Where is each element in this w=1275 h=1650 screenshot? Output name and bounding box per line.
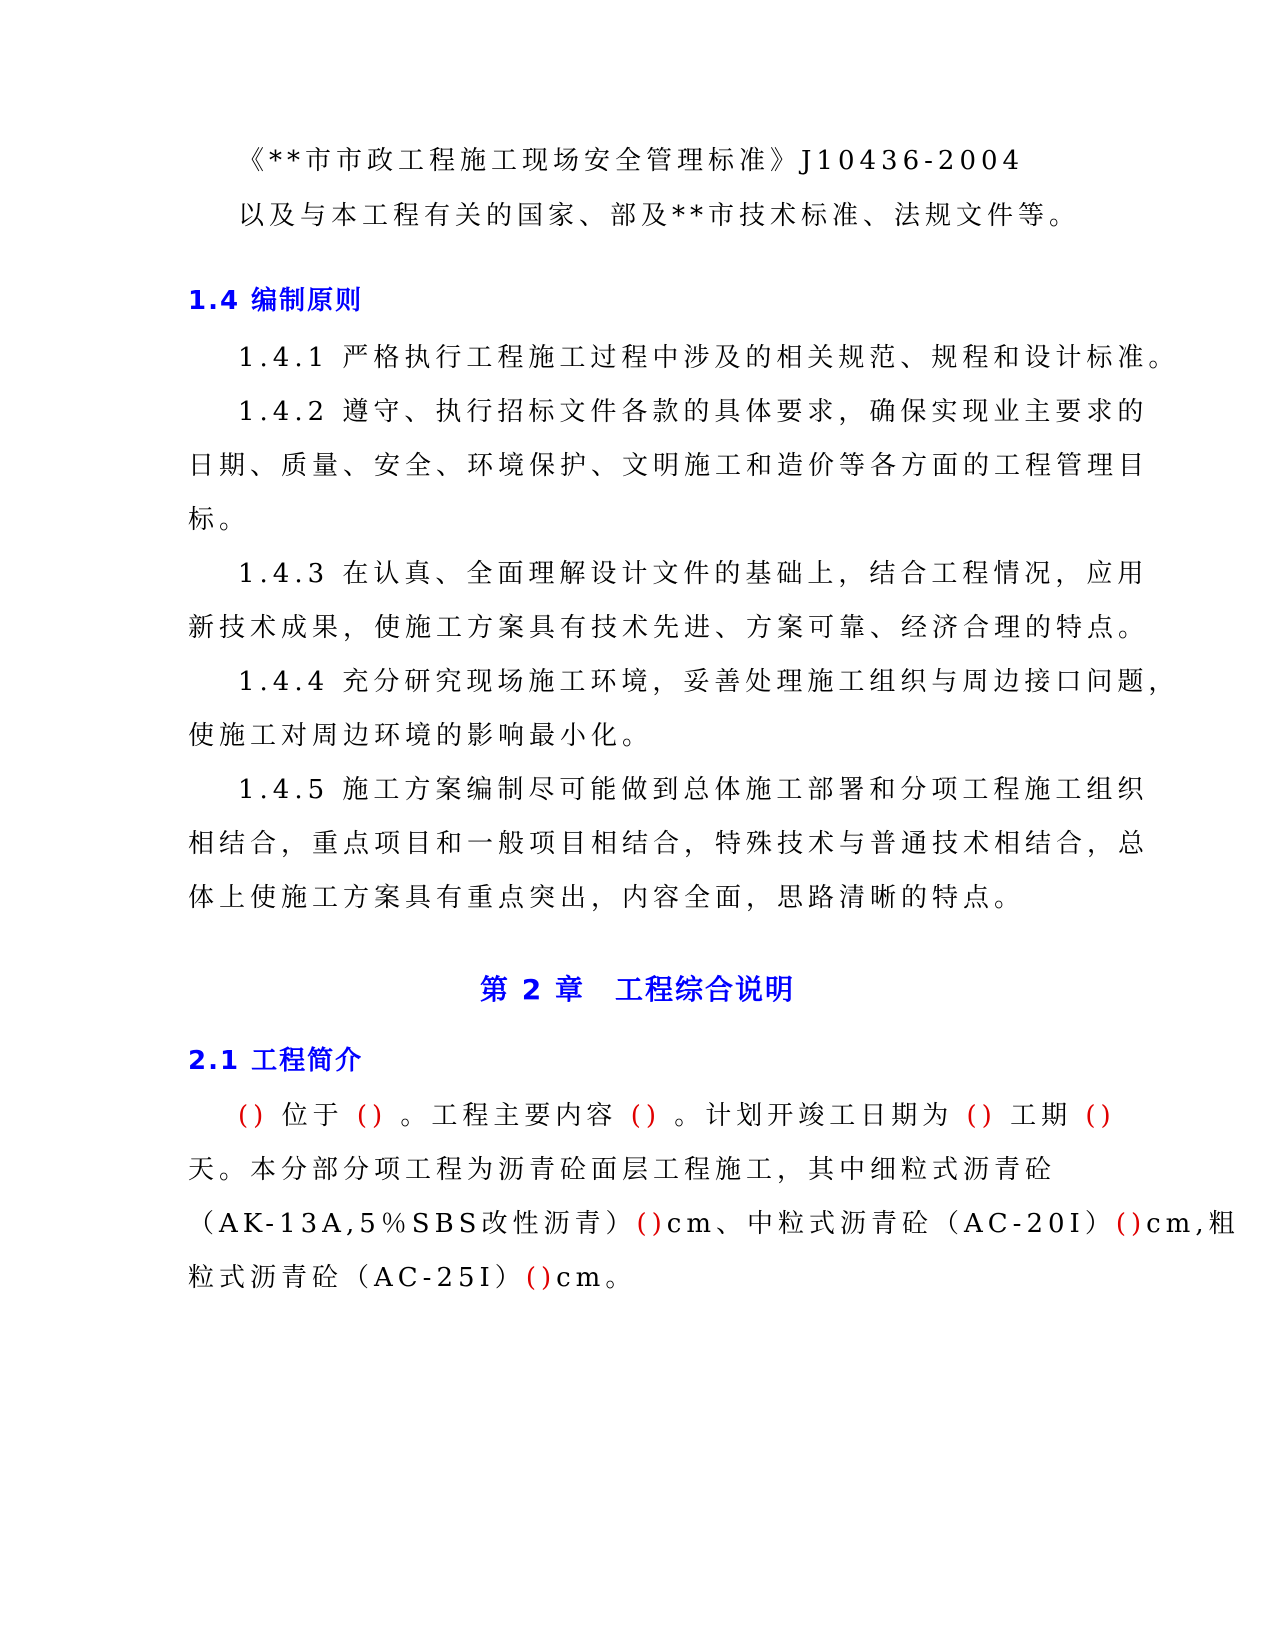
item-1-4-3-line2: 新技术成果，使施工方案具有技术先进、方案可靠、经济合理的特点。 (188, 613, 1150, 643)
overview-text: 。工程主要内容 (400, 1101, 618, 1131)
overview-line3 (188, 1196, 1240, 1252)
section-heading-2-1: 2.1 工程简介 (188, 1046, 364, 1076)
overview-text: cm。 (556, 1263, 637, 1293)
overview-text: （AK-13A,5％SBS改性沥青） (188, 1209, 637, 1239)
blank-placeholder: () (1085, 1101, 1116, 1131)
overview-text: 位于 (281, 1101, 344, 1131)
item-1-4-5-line1: 1.4.5 施工方案编制尽可能做到总体施工部署和分项工程施工组织 (238, 775, 1149, 805)
item-1-4-1: 1.4.1 严格执行工程施工过程中涉及的相关规范、规程和设计标准。 (238, 343, 1180, 373)
item-1-4-2-line3: 标。 (188, 505, 251, 535)
item-1-4-2-line1: 1.4.2 遵守、执行招标文件各款的具体要求，确保实现业主要求的 (238, 397, 1149, 427)
chapter-title: 第 2 章 工程综合说明 (480, 973, 795, 1006)
overview-text: 。计划开竣工日期为 (674, 1101, 954, 1131)
blank-placeholder: () (356, 1101, 388, 1131)
overview-line4 (188, 1250, 1088, 1306)
overview-line2: 天。本分部分项工程为沥青砼面层工程施工，其中细粒式沥青砼 (188, 1155, 1057, 1185)
item-1-4-4-line2: 使施工对周边环境的影响最小化。 (188, 721, 654, 751)
blank-placeholder: () (630, 1101, 661, 1131)
overview-text: cm,粗 (1146, 1209, 1240, 1239)
item-1-4-5-line3: 体上使施工方案具有重点突出，内容全面，思路清晰的特点。 (188, 883, 1026, 913)
overview-text: 粒式沥青砼（AC-25I） (188, 1263, 526, 1293)
blank-placeholder: () (238, 1101, 269, 1131)
section-heading-1-4: 1.4 编制原则 (188, 286, 364, 316)
item-1-4-3-line1: 1.4.3 在认真、全面理解设计文件的基础上，结合工程情况，应用 (238, 559, 1149, 589)
blank-placeholder: () (636, 1209, 667, 1239)
item-1-4-5-line2: 相结合，重点项目和一般项目相结合，特殊技术与普通技术相结合，总 (188, 829, 1150, 859)
standard-reference: 《**市市政工程施工现场安全管理标准》J10436-2004 (238, 146, 1025, 176)
item-1-4-2-line2: 日期、质量、安全、环境保护、文明施工和造价等各方面的工程管理目 (188, 451, 1150, 481)
intro-text: 以及与本工程有关的国家、部及**市技术标准、法规文件等。 (238, 201, 1081, 231)
overview-text: 工期 (1010, 1101, 1073, 1131)
overview-text: cm、中粒式沥青砼（AC-20I） (666, 1209, 1116, 1239)
blank-placeholder: () (525, 1263, 557, 1293)
blank-placeholder: () (966, 1101, 997, 1131)
blank-placeholder: () (1115, 1209, 1147, 1239)
overview-line1 (238, 1088, 1138, 1144)
item-1-4-4-line1: 1.4.4 充分研究现场施工环境，妥善处理施工组织与周边接口问题， (238, 667, 1180, 697)
